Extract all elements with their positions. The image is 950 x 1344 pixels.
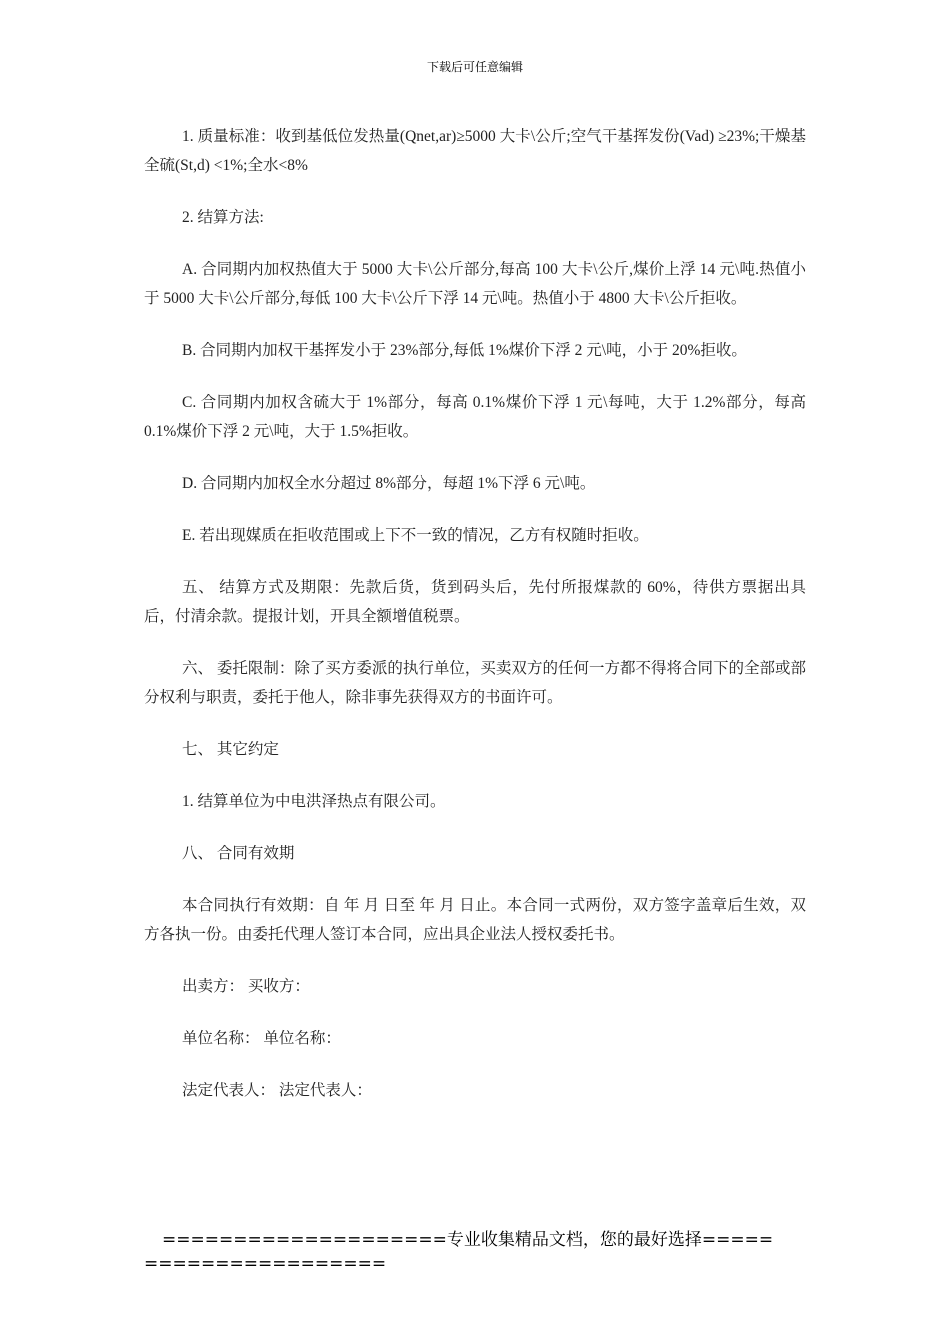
document-body xyxy=(144,122,806,1128)
paragraph-section-eight: 八、 合同有效期 xyxy=(182,845,295,862)
footer-line-2: ================= xyxy=(144,1254,387,1274)
paragraph-settlement-method: 2. 结算方法: xyxy=(182,209,264,226)
paragraph-item-b: B. 合同期内加权干基挥发小于 23%部分,每低 1%煤价下浮 2 元\吨，小于 20%拒收。 xyxy=(182,342,747,359)
paragraph-item-c: C. 合同期内加权含硫大于 1%部分，每高 0.1%煤价下浮 1 元\每吨，大于 1.2%部分，每高 0.1%煤价下浮 2 元\吨，大于 1.5%拒收。 xyxy=(144,394,806,440)
paragraph-section-five: 五、 结算方式及期限：先款后货，货到码头后，先付所报煤款的 60%，待供方票据出具后，付清余款。提报计划，开具全额增值税票。 xyxy=(144,579,806,625)
paragraph-settlement-unit: 1. 结算单位为中电洪泽热点有限公司。 xyxy=(182,793,446,810)
paragraph-section-seven: 七、 其它约定 xyxy=(182,741,279,758)
paragraph-section-six: 六、 委托限制：除了买方委派的执行单位，买卖双方的任何一方都不得将合同下的全部或部分权利与职责，委托于他人，除非事先获得双方的书面许可。 xyxy=(144,660,806,706)
paragraph-unit-names: 单位名称： 单位名称： xyxy=(182,1030,341,1047)
paragraph-parties: 出卖方： 买收方： xyxy=(182,978,310,995)
paragraph-item-d: D. 合同期内加权全水分超过 8%部分，每超 1%下浮 6 元\吨。 xyxy=(182,475,596,492)
paragraph-item-a: A. 合同期内加权热值大于 5000 大卡\公斤部分,每高 100 大卡\公斤,煤价上浮 14 元\吨.热值小于 5000 大卡\公斤部分,每低 100 大卡\公斤下浮 14 元\吨。热值小于 4800 大卡\公斤拒收。 xyxy=(144,261,806,307)
paragraph-quality-standard: 1. 质量标准：收到基低位发热量(Qnet,ar)≥5000 大卡\公斤;空气干基挥发份(Vad) ≥23%;干燥基全硫(St,d) <1%;全水<8% xyxy=(144,128,806,174)
page-header: 下载后可任意编辑 xyxy=(426,60,523,74)
page-footer xyxy=(144,1228,824,1276)
paragraph-validity: 本合同执行有效期：自 年 月 日至 年 月 日止。本合同一式两份，双方签字盖章后生效，双方各执一份。由委托代理人签订本合同，应出具企业法人授权委托书。 xyxy=(144,897,806,943)
paragraph-legal-representatives: 法定代表人： 法定代表人： xyxy=(182,1082,372,1099)
paragraph-item-e: E. 若出现媒质在拒收范围或上下不一致的情况，乙方有权随时拒收。 xyxy=(182,527,649,544)
footer-line-1: ====================专业收集精品文档，您的最好选择===== xyxy=(162,1230,774,1250)
